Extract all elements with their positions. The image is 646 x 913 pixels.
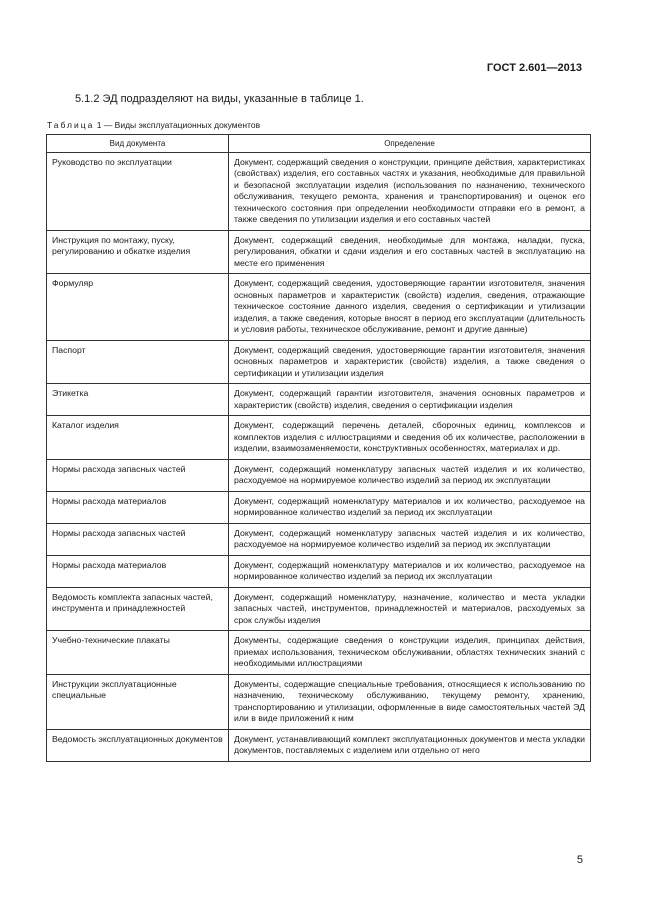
document-type-cell: Этикетка <box>47 384 229 416</box>
column-header-type: Вид документа <box>47 135 229 153</box>
document-type-cell: Нормы расхода запасных частей <box>47 523 229 555</box>
document-type-cell: Нормы расхода материалов <box>47 555 229 587</box>
document-type-cell: Инструкции эксплуатационные специальные <box>47 674 229 729</box>
definition-cell: Документ, содержащий сведения, необходимые для монтажа, наладки, пуска, регулирования, обкатки и сдачи изделия и его составных частей в эксплуатацию на месте его применения <box>229 230 591 274</box>
table-row <box>47 491 591 523</box>
definition-cell: Документ, содержащий перечень деталей, сборочных единиц, комплексов и комплектов изделия с иллюстрациями и сведения об их количестве, расположении в изделии, взаимозаменяемости, конструктивных особенностях, материалах и др. <box>229 416 591 460</box>
definition-cell: Документ, содержащий гарантии изготовителя, значения основных параметров и характеристик (свойств) изделия, сведения о сертификации изделия <box>229 384 591 416</box>
table-row <box>47 416 591 460</box>
table-row <box>47 587 591 631</box>
intro-paragraph: 5.1.2 ЭД подразделяют на виды, указанные в таблице 1. <box>75 93 364 105</box>
document-standard-header: ГОСТ 2.601—2013 <box>486 62 582 74</box>
table-row <box>47 674 591 729</box>
document-type-cell: Нормы расхода запасных частей <box>47 459 229 491</box>
table-row <box>47 230 591 274</box>
document-type-cell: Руководство по эксплуатации <box>47 152 229 230</box>
definition-cell: Документы, содержащие специальные требования, относящиеся к использованию по назначению, техническому обслуживанию, текущему ремонту, хранению, транспортированию и утилизации, оформленные в виде самостоятельных частей ЭД или в виде приложений к ним <box>229 674 591 729</box>
table-header-row <box>47 135 591 153</box>
document-type-cell: Каталог изделия <box>47 416 229 460</box>
definition-cell: Документ, содержащий номенклатуру запасных частей изделия и их количество, расходуемое на нормируемое количество изделий за период их эксплуатации <box>229 523 591 555</box>
document-type-cell: Ведомость комплекта запасных частей, инструмента и принадлежностей <box>47 587 229 631</box>
table-row <box>47 555 591 587</box>
document-type-cell: Паспорт <box>47 340 229 384</box>
table-row <box>47 152 591 230</box>
document-type-cell: Ведомость эксплуатационных документов <box>47 729 229 761</box>
document-type-cell: Учебно-технические плакаты <box>47 631 229 675</box>
definition-cell: Документ, содержащий номенклатуру, назначение, количество и места укладки запасных частей, инструментов, принадлежностей и материалов, расходуемых за срок службы изделия <box>229 587 591 631</box>
table-row <box>47 631 591 675</box>
document-type-cell: Инструкция по монтажу, пуску, регулированию и обкатке изделия <box>47 230 229 274</box>
table-row <box>47 729 591 761</box>
definition-cell: Документ, содержащий сведения о конструкции, принципе действия, характеристиках (свойствах) изделия, его составных частях и указания, необходимые для правильной и безопасной эксплуатации изделия (использования по назначению, технического обслуживания, текущего ремонта, хранения и транспортирования) и оценок его технического состояния при определении необходимости отправки его в ремонт, а также сведения по утилизации изделия и его составных частей <box>229 152 591 230</box>
table-row <box>47 384 591 416</box>
definition-cell: Документ, содержащий номенклатуру материалов и их количество, расходуемое на нормированное количество изделий за период их эксплуатации <box>229 555 591 587</box>
document-types-table <box>46 134 591 762</box>
definition-cell: Документ, содержащий сведения, удостоверяющие гарантии изготовителя, значения основных параметров и характеристик (свойств) изделия, а также сведения о сертификации и утилизации изделия <box>229 340 591 384</box>
definition-cell: Документ, содержащий номенклатуру запасных частей изделия и их количество, расходуемое на нормируемое количество изделий за период их эксплуатации <box>229 459 591 491</box>
table-row <box>47 340 591 384</box>
table-caption-title: 1 — Виды эксплуатационных документов <box>96 120 261 130</box>
document-type-cell: Формуляр <box>47 274 229 341</box>
document-type-cell: Нормы расхода материалов <box>47 491 229 523</box>
definition-cell: Документ, содержащий сведения, удостоверяющие гарантии изготовителя, значения основных параметров и характеристик (свойств) изделия, сведения, отражающие техническое состояние данного изделия, сведения о сертификации и утилизации изделия, а также сведения, которые вносят в период его эксплуатации (длительность и условия работы, техническое обслуживание, ремонт и другие данные) <box>229 274 591 341</box>
definition-cell: Документ, содержащий номенклатуру материалов и их количество, расходуемое на нормированное количество изделий за период их эксплуатации <box>229 491 591 523</box>
page-number: 5 <box>576 854 583 866</box>
column-header-definition: Определение <box>229 135 591 153</box>
table-row <box>47 274 591 341</box>
definition-cell: Документы, содержащие сведения о конструкции изделия, принципах действия, приемах использования, техническом обслуживании, областях технических знаний с необходимыми иллюстрациями <box>229 631 591 675</box>
table-caption-label: Таблица <box>47 120 95 130</box>
table-row <box>47 523 591 555</box>
definition-cell: Документ, устанавливающий комплект эксплуатационных документов и места укладки документов, поставляемых с изделием или отдельно от него <box>229 729 591 761</box>
table-row <box>47 459 591 491</box>
table-caption <box>47 120 260 130</box>
